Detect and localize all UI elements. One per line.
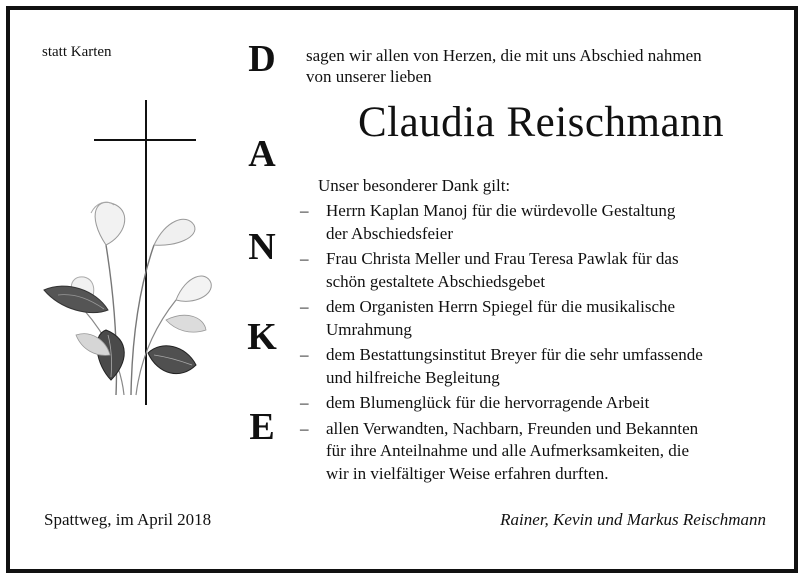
cross-with-calla-lilies-icon (36, 95, 216, 405)
thanks-item-line: dem Bestattungsinstitut Breyer für die sehr umfassende (326, 345, 703, 364)
thanks-item-line: wir in vielfältiger Weise erfahren durften. (326, 463, 609, 483)
statt-karten-label: statt Karten (42, 44, 112, 60)
danke-letter-k: K (247, 316, 277, 358)
dash-bullet: – (300, 393, 309, 412)
thanks-item (300, 392, 776, 415)
place-date: Spattweg, im April 2018 (44, 510, 212, 529)
thanks-item-line: und hilfreiche Begleitung (326, 367, 500, 387)
thanks-item (300, 200, 776, 245)
intro-text (306, 45, 776, 87)
thanks-item-line: der Abschiedsfeier (326, 223, 453, 243)
family-signature: Rainer, Kevin und Markus Reischmann (500, 510, 766, 529)
thanks-item-line: Frau Christa Meller und Frau Teresa Pawlak für das (326, 249, 679, 268)
intro-line-2: von unserer lieben (306, 67, 432, 86)
thanks-item (300, 418, 776, 486)
thanks-item-line: dem Organisten Herrn Spiegel für die musikalische (326, 297, 676, 316)
thanks-item-text (326, 344, 776, 389)
thanks-item (300, 296, 776, 341)
dash-bullet: – (300, 201, 309, 220)
thanks-item-line: schön gestaltete Abschiedsgebet (326, 271, 546, 291)
thanks-item-line: für ihre Anteilnahme und alle Aufmerksamkeiten, die (326, 441, 690, 460)
thanks-item-text (326, 248, 776, 293)
dash-bullet: – (300, 249, 309, 268)
thanks-item-line: dem Blumenglück für die hervorragende Arbeit (326, 393, 650, 412)
thanks-heading: Unser besonderer Dank gilt: (318, 176, 511, 195)
thanks-list (300, 200, 776, 488)
thanks-item-line: allen Verwandten, Nachbarn, Freunden und Bekannten (326, 418, 699, 438)
dash-bullet: – (300, 418, 309, 438)
dash-bullet: – (300, 297, 309, 316)
deceased-name: Claudia Reischmann (357, 99, 725, 146)
danke-letter-e: E (249, 406, 275, 448)
thanks-item-text (326, 296, 776, 341)
thanks-item-text (326, 392, 776, 415)
thanks-item (300, 344, 776, 389)
thanks-item (300, 248, 776, 293)
danke-letter-n: N (248, 226, 276, 268)
dash-bullet: – (300, 345, 309, 364)
danke-letter-a: A (248, 133, 276, 175)
thanks-item-text (326, 418, 776, 486)
thanks-item-line: Umrahmung (326, 319, 412, 339)
intro-line-1: sagen wir allen von Herzen, die mit uns Abschied nahmen (306, 46, 702, 65)
danke-letter-d: D (248, 38, 276, 80)
thanks-item-text (326, 200, 776, 245)
thanks-item-line: Herrn Kaplan Manoj für die würdevolle Gestaltung (326, 201, 676, 220)
